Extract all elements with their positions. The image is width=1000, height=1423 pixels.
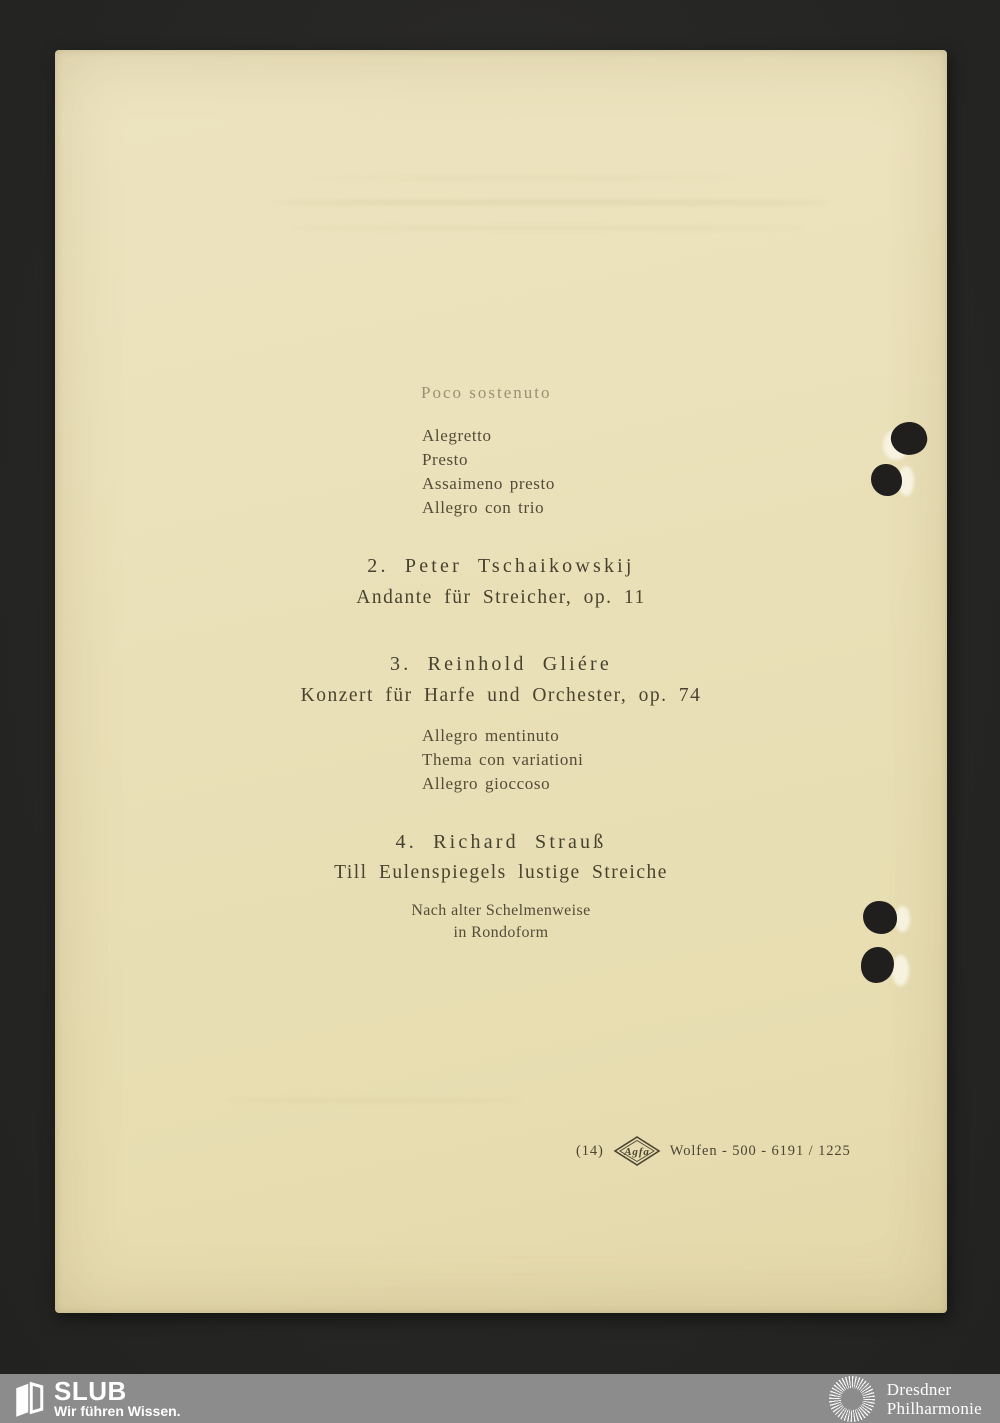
philharmonie-starburst-icon <box>829 1376 875 1422</box>
page-number: (14) <box>576 1142 604 1159</box>
movement-line: Presto <box>422 450 469 469</box>
philharmonie-wordmark <box>887 1380 982 1418</box>
dresdner-philharmonie-logo <box>829 1376 982 1422</box>
agfa-label: Agfa <box>623 1146 650 1158</box>
viewer-footer-bar <box>0 1374 1000 1423</box>
showthrough-streak <box>310 176 740 180</box>
punch-hole-tear <box>892 955 909 986</box>
movement-list-part1 <box>422 424 555 520</box>
work-title-tschaikowskij: Andante für Streicher, op. 11 <box>356 587 646 608</box>
slub-logo <box>14 1375 181 1419</box>
work-title-strauss: Till Eulenspiegels lustige Streiche <box>334 862 668 883</box>
showthrough-streak <box>225 1098 525 1103</box>
philharmonie-line2: Philharmonie <box>886 1398 982 1418</box>
work-title-gliere: Konzert für Harfe und Orchester, op. 74 <box>300 685 702 706</box>
slub-book-icon <box>14 1379 44 1417</box>
punch-hole-tear <box>895 906 910 932</box>
punch-hole <box>871 464 902 496</box>
work-notes-strauss <box>55 900 947 944</box>
movement-line: Allegro mentinuto <box>422 726 560 745</box>
printer-imprint <box>576 1136 851 1166</box>
movement-line: Allegro gioccoso <box>422 774 551 793</box>
program-page-scan <box>55 50 947 1313</box>
composer-heading-strauss: 4. Richard Strauß <box>395 831 607 853</box>
showthrough-streak <box>270 200 830 205</box>
movement-line: Thema con variationi <box>422 750 584 769</box>
movement-line: Allegro con trio <box>422 498 545 517</box>
note-line: Nach alter Schelmenweise <box>411 902 591 919</box>
slub-tagline: Wir führen Wissen. <box>54 1402 181 1419</box>
agfa-diamond-svg <box>614 1136 660 1166</box>
slub-wordmark <box>54 1375 181 1419</box>
note-line: in Rondoform <box>453 924 549 941</box>
movement-line: Assaimeno presto <box>422 474 555 493</box>
agfa-diamond-icon <box>614 1136 660 1166</box>
clipped-movement-text: Poco sostenuto <box>421 383 552 402</box>
print-code: Wolfen - 500 - 6191 / 1225 <box>669 1142 851 1159</box>
clipped-movement-line <box>421 383 552 402</box>
philharmonie-line1: Dresdner <box>886 1379 952 1399</box>
punch-hole <box>861 947 894 983</box>
composer-heading-gliere: 3. Reinhold Gliére <box>390 653 612 675</box>
movement-line: Alegretto <box>422 426 492 445</box>
movement-list-part3 <box>422 724 583 796</box>
showthrough-streak <box>290 226 805 230</box>
punch-hole <box>863 901 897 934</box>
composer-heading-tschaikowskij: 2. Peter Tschaikowskij <box>367 555 635 577</box>
slub-name: SLUB <box>54 1375 127 1406</box>
